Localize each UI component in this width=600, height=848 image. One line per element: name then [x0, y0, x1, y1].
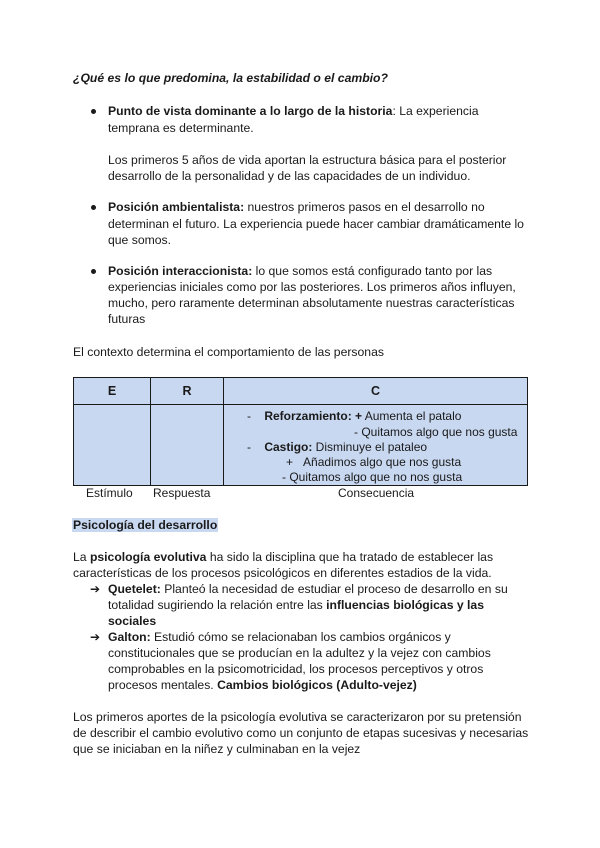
- dash: -: [247, 440, 251, 454]
- galton-line-2: constitucionales que se producían en la adultez y la vejez con cambios: [108, 646, 491, 660]
- closing-line-1: Los primeros aportes de la psicología evolutiva se caracterizaron por su pretensión: [73, 710, 522, 724]
- quetelet-text-2: totalidad sugiriendo la relación entre las: [108, 598, 327, 612]
- c-line-2: - Quitamos algo que nos gusta: [354, 425, 518, 439]
- bullet-3-text: lo que somos está configurado tanto por las: [252, 264, 493, 278]
- context-line: El contexto determina el comportamiento de las personas: [73, 345, 384, 359]
- intro-line-1: [73, 549, 493, 565]
- intro-term: psicología evolutiva: [89, 550, 207, 564]
- cell-c: [224, 405, 528, 486]
- bullet-2-line-1: [108, 199, 485, 215]
- bullet-2-text: nuestros primeros pasos en el desarrollo no: [244, 200, 485, 214]
- bullet-3-term: Posición interaccionista:: [108, 264, 253, 278]
- bullet-icon: [91, 109, 96, 114]
- caption-estimulo: Estímulo: [86, 486, 133, 500]
- closing-line-3: que se iniciaban en la niñez y culminaban en la vejez: [73, 742, 361, 756]
- galton-text-4: procesos mentales.: [108, 678, 218, 692]
- bullet-3-line-2: experiencias iniciales como por las posteriores. Los primeros años influyen,: [108, 280, 516, 294]
- castigo-text: Disminuye el pataleo: [312, 440, 428, 454]
- intro-line-2: características de los procesos psicológicos en diferentes estadios de la vida.: [73, 566, 492, 580]
- bullet-1-para-line-2: desarrollo de la personalidad y de las capacidades de un individuo.: [108, 169, 471, 183]
- section-title-text: Psicología del desarrollo: [73, 518, 218, 532]
- reforzamiento-text: Aumenta el patalo: [362, 409, 462, 423]
- reforzamiento-term: Reforzamiento: +: [264, 409, 363, 423]
- c-line-1: [247, 408, 461, 424]
- bullet-1-term: Punto de vista dominante a lo largo de la historia: [108, 104, 393, 118]
- quetelet-line-1: [108, 581, 508, 597]
- bullet-3-line-4: futuras: [108, 312, 146, 326]
- c-line-4-text: Añadimos algo que nos gusta: [303, 455, 462, 469]
- cell-e: [74, 405, 151, 486]
- galton-text: Estudió cómo se relacionaban los cambios orgánicos y: [150, 630, 451, 644]
- bullet-icon: [91, 205, 96, 210]
- section-title: [72, 517, 218, 533]
- table-header-row: [74, 378, 528, 405]
- caption-respuesta: Respuesta: [153, 486, 211, 500]
- table-row: [74, 405, 528, 486]
- plus-symbol: +: [286, 455, 294, 469]
- closing-line-2: de describir el cambio evolutivo como un conjunto de etapas sucesivas y necesarias: [73, 726, 529, 740]
- erc-table: [73, 377, 528, 486]
- bullet-3-line-3: mucho, pero raramente determinan absolutamente nuestras características: [108, 296, 515, 310]
- intro-post: ha sido la disciplina que ha tratado de establecer las: [206, 550, 494, 564]
- galton-line-1: [108, 629, 451, 645]
- section-heading-question: ¿Qué es lo que predomina, la estabilidad o el cambio?: [73, 71, 388, 85]
- quetelet-term: Quetelet:: [108, 582, 161, 596]
- header-e: E: [74, 378, 151, 405]
- quetelet-bold-3: sociales: [108, 614, 157, 628]
- c-line-5: - Quitamos algo que no nos gusta: [282, 470, 463, 484]
- header-r: R: [151, 378, 224, 405]
- castigo-term: Castigo:: [264, 440, 313, 454]
- bullet-2-term: Posición ambientalista:: [108, 200, 245, 214]
- cell-r: [151, 405, 224, 486]
- quetelet-bold-2: influencias biológicas y las: [326, 598, 484, 612]
- c-line-3: [247, 439, 427, 455]
- bullet-1-line-2: temprana es determinante.: [108, 121, 254, 135]
- quetelet-line-2: [108, 597, 484, 613]
- dash: -: [247, 409, 251, 423]
- galton-bold-4: Cambios biológicos (Adulto-vejez): [217, 678, 417, 692]
- quetelet-text: Planteó la necesidad de estudiar el proceso de desarrollo en su: [160, 582, 508, 596]
- bullet-1-text: : La experiencia: [392, 104, 479, 118]
- bullet-3-line-1: [108, 263, 492, 279]
- bullet-1-para-line-1: Los primeros 5 años de vida aportan la estructura básica para el posterior: [108, 153, 507, 167]
- bullet-2-line-3: que somos.: [108, 233, 172, 247]
- bullet-2-line-2: determinan el futuro. La experiencia puede hacer cambiar dramáticamente lo: [108, 217, 524, 231]
- galton-line-4: [108, 677, 417, 693]
- intro-pre: La: [73, 550, 90, 564]
- galton-term: Galton:: [108, 630, 151, 644]
- arrow-icon: ➔: [90, 582, 101, 596]
- header-c: C: [224, 378, 528, 405]
- caption-consecuencia: Consecuencia: [338, 486, 415, 500]
- galton-line-3: comprobables en la psicomotricidad, los procesos perceptivos y otros: [108, 662, 484, 676]
- bullet-icon: [91, 269, 96, 274]
- bullet-1-line-1: [108, 103, 478, 119]
- c-line-4: [286, 454, 461, 470]
- arrow-icon: ➔: [90, 630, 101, 644]
- quetelet-line-3: [108, 613, 156, 629]
